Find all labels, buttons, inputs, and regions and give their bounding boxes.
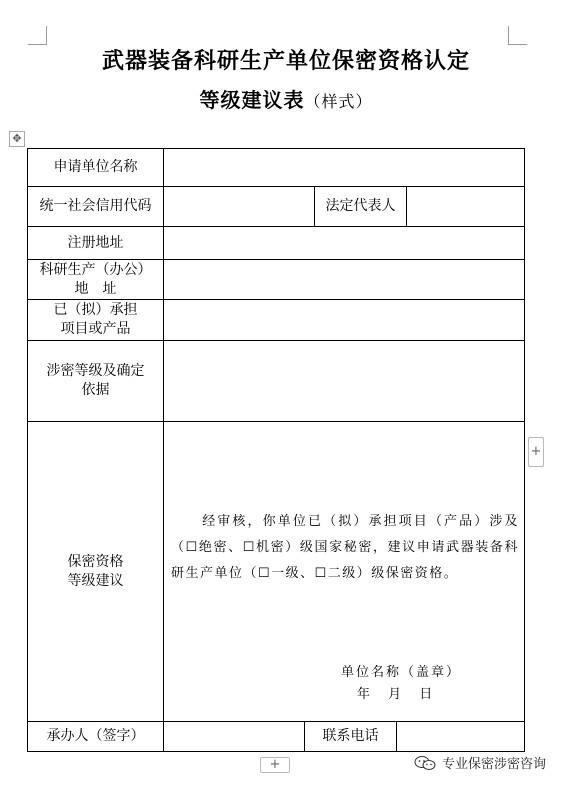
watermark: [414, 753, 546, 772]
recommendation-text[interactable]: 经审核，你单位已（拟）承担项目（产品）涉及（☐绝密、☐机密）级国家秘密，建议申请武器装备科研生产单位（☐一级、☐二级）级保密资格。: [171, 514, 519, 581]
classification-field[interactable]: [164, 341, 524, 421]
rd-address-label-line1: 科研生产（办公）: [39, 261, 152, 278]
rd-address-field[interactable]: [164, 260, 524, 299]
classification-label-line2: 依据: [81, 382, 110, 398]
applicant-name-label: 申请单位名称: [53, 159, 138, 175]
unit-name-stamp-label: 单位名称（盖章）: [341, 665, 462, 680]
document-subtitle: [0, 84, 572, 113]
projects-field[interactable]: [164, 300, 524, 340]
classification-label: [28, 341, 163, 421]
date-line: 年 月 日: [357, 687, 433, 702]
watermark-text: 专业保密涉密咨询: [442, 757, 547, 772]
recommendation-form-table: [27, 148, 525, 752]
subtitle-main: 等级建议表: [199, 88, 305, 112]
applicant-name-field[interactable]: [164, 149, 524, 186]
page-corner-mark-top-left: [28, 26, 47, 45]
legal-representative-label: 法定代表人: [325, 198, 396, 214]
recommendation-label-line2: 等级建议: [67, 572, 124, 589]
registered-address-field[interactable]: [164, 227, 524, 259]
subtitle-suffix: （样式）: [304, 92, 373, 111]
credit-code-field[interactable]: [164, 187, 314, 226]
add-row-button[interactable]: +: [528, 437, 544, 467]
contact-phone-label: 联系电话: [322, 728, 379, 744]
credit-code-label: 统一社会信用代码: [39, 198, 152, 214]
projects-label-line2: 项目或产品: [60, 321, 131, 337]
recommendation-label: [28, 422, 163, 721]
add-column-button[interactable]: +: [260, 757, 290, 773]
contact-phone-field[interactable]: [397, 722, 524, 751]
rd-address-label: [28, 260, 163, 299]
legal-representative-field[interactable]: [407, 187, 524, 226]
page-corner-mark-top-right: [508, 26, 527, 45]
recommendation-label-line1: 保密资格: [67, 553, 124, 570]
document-title: 武器装备科研生产单位保密资格认定: [101, 48, 470, 74]
handler-signature-field[interactable]: [164, 722, 304, 751]
registered-address-label: 注册地址: [67, 234, 124, 251]
handler-signature-label: 承办人（签字）: [46, 728, 145, 744]
table-move-handle-icon[interactable]: ✥: [9, 131, 25, 147]
projects-label: [28, 300, 163, 340]
wechat-icon: [414, 755, 436, 771]
classification-label-line1: 涉密等级及确定: [46, 363, 145, 379]
projects-label-line1: 已（拟）承担: [53, 302, 138, 318]
rd-address-label-line2: 地 址: [74, 280, 117, 297]
